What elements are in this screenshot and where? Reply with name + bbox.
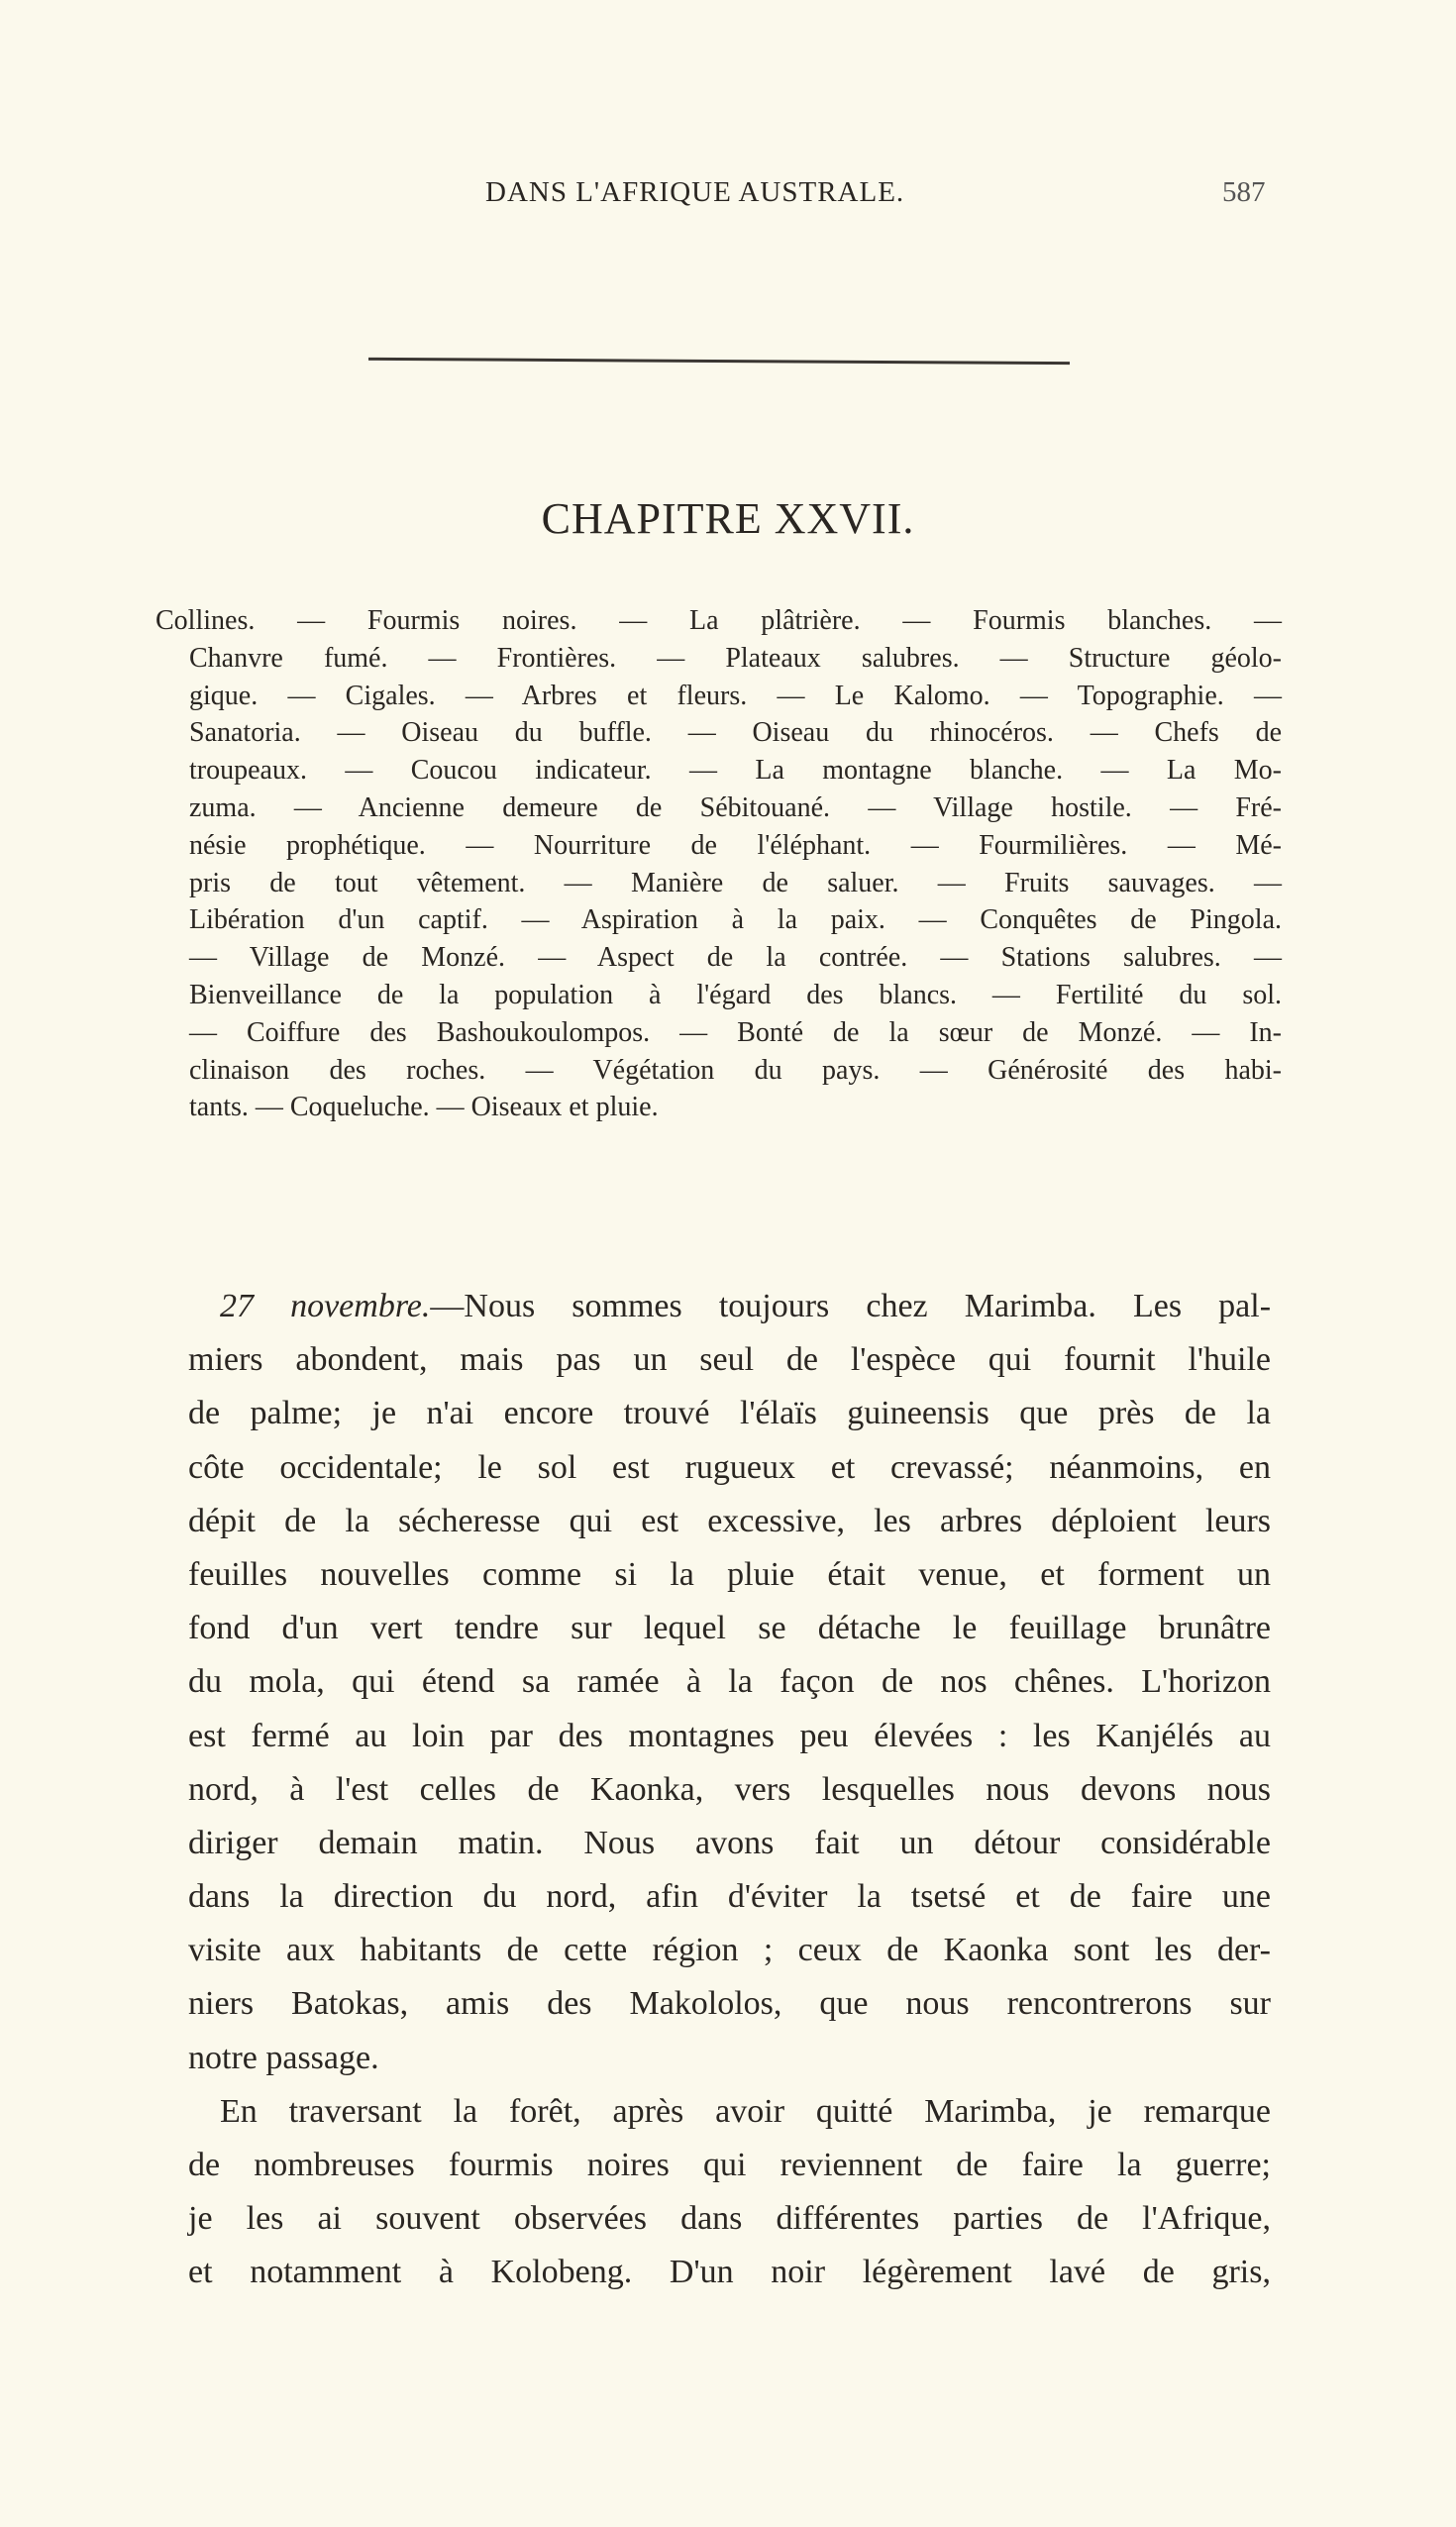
paragraph-line: En traversant la forêt, après avoir quitté Marimba, je remarque [220,2092,1271,2130]
paragraph-text: —Nous sommes toujours chez Marimba. Les pal- [430,1288,1272,1324]
paragraph-line: fond d'un vert tendre sur lequel se détache le feuillage brunâtre [188,1610,1271,1647]
summary-line: pris de tout vêtement. — Manière de saluer. — Fruits sauvages. — [189,867,1282,898]
date-label: 27 novembre. [220,1288,431,1324]
summary-line: — Coiffure des Bashoukoulompos. — Bonté de la sœur de Monzé. — In- [189,1016,1282,1048]
paragraph-line: est fermé au loin par des montagnes peu élevées : les Kanjélés au [188,1717,1271,1754]
summary-line: clinaison des roches. — Végétation du pays. — Générosité des habi- [189,1054,1282,1086]
summary-line: troupeaux. — Coucou indicateur. — La montagne blanche. — La Mo- [189,755,1282,787]
chapter-summary [156,602,1282,1126]
summary-line: tants. — Coqueluche. — Oiseaux et pluie. [189,1092,659,1123]
paragraph-line: du mola, qui étend sa ramée à la façon de nos chênes. L'horizon [188,1663,1271,1701]
running-title: DANS L'AFRIQUE AUSTRALE. [485,176,905,208]
paragraph-line: dans la direction du nord, afin d'éviter la tsetsé et de faire une [188,1878,1271,1916]
summary-line: Bienveillance de la population à l'égard des blancs. — Fertilité du sol. [189,979,1282,1010]
paragraph-line: diriger demain matin. Nous avons fait un détour considérable [188,1824,1271,1861]
summary-line: Chanvre fumé. — Frontières. — Plateaux salubres. — Structure géolo- [189,642,1282,674]
summary-line: Collines. — Fourmis noires. — La plâtrière. — Fourmis blanches. — [156,605,1282,636]
summary-line: nésie prophétique. — Nourriture de l'éléphant. — Fourmilières. — Mé- [189,829,1282,861]
paragraph-line: miers abondent, mais pas un seul de l'espèce qui fournit l'huile [188,1341,1271,1379]
divider-rule [368,358,1070,365]
chapter-title: CHAPITRE XXVII. [541,494,915,543]
summary-line: gique. — Cigales. — Arbres et fleurs. — Le Kalomo. — Topographie. — [189,680,1282,711]
paragraph-line: dépit de la sécheresse qui est excessive, les arbres déploient leurs [188,1502,1271,1539]
summary-line: zuma. — Ancienne demeure de Sébitouané. — Village hostile. — Fré- [189,791,1282,823]
paragraph-line: côte occidentale; le sol est rugueux et crevassé; néanmoins, en [188,1448,1271,1486]
page-number: 587 [1222,176,1266,208]
paragraph-line: notre passage. [188,2039,379,2076]
paragraph-line: de palme; je n'ai encore trouvé l'élaïs guineensis que près de la [188,1395,1271,1432]
paragraph-line: et notamment à Kolobeng. D'un noir légèrement lavé de gris, [188,2254,1271,2291]
paragraph-line: de nombreuses fourmis noires qui reviennent de faire la guerre; [188,2147,1271,2183]
paragraph-line: feuilles nouvelles comme si la pluie était venue, et forment un [188,1555,1271,1593]
body-text [188,1280,1271,2300]
paragraph-line: visite aux habitants de cette région ; ceux de Kaonka sont les der- [188,1932,1271,1969]
paragraph-line: nord, à l'est celles de Kaonka, vers lesquelles nous devons nous [188,1770,1271,1808]
summary-line: Libération d'un captif. — Aspiration à la paix. — Conquêtes de Pingola. [189,904,1282,936]
summary-line: — Village de Monzé. — Aspect de la contrée. — Stations salubres. — [189,942,1282,974]
running-header [0,176,1456,216]
summary-line: Sanatoria. — Oiseau du buffle. — Oiseau du rhinocéros. — Chefs de [189,717,1282,749]
paragraph-line: niers Batokas, amis des Makololos, que nous rencontrerons sur [188,1985,1271,2023]
paragraph-line [188,1280,1271,1333]
paragraph-line: je les ai souvent observées dans différentes parties de l'Afrique, [188,2200,1271,2238]
